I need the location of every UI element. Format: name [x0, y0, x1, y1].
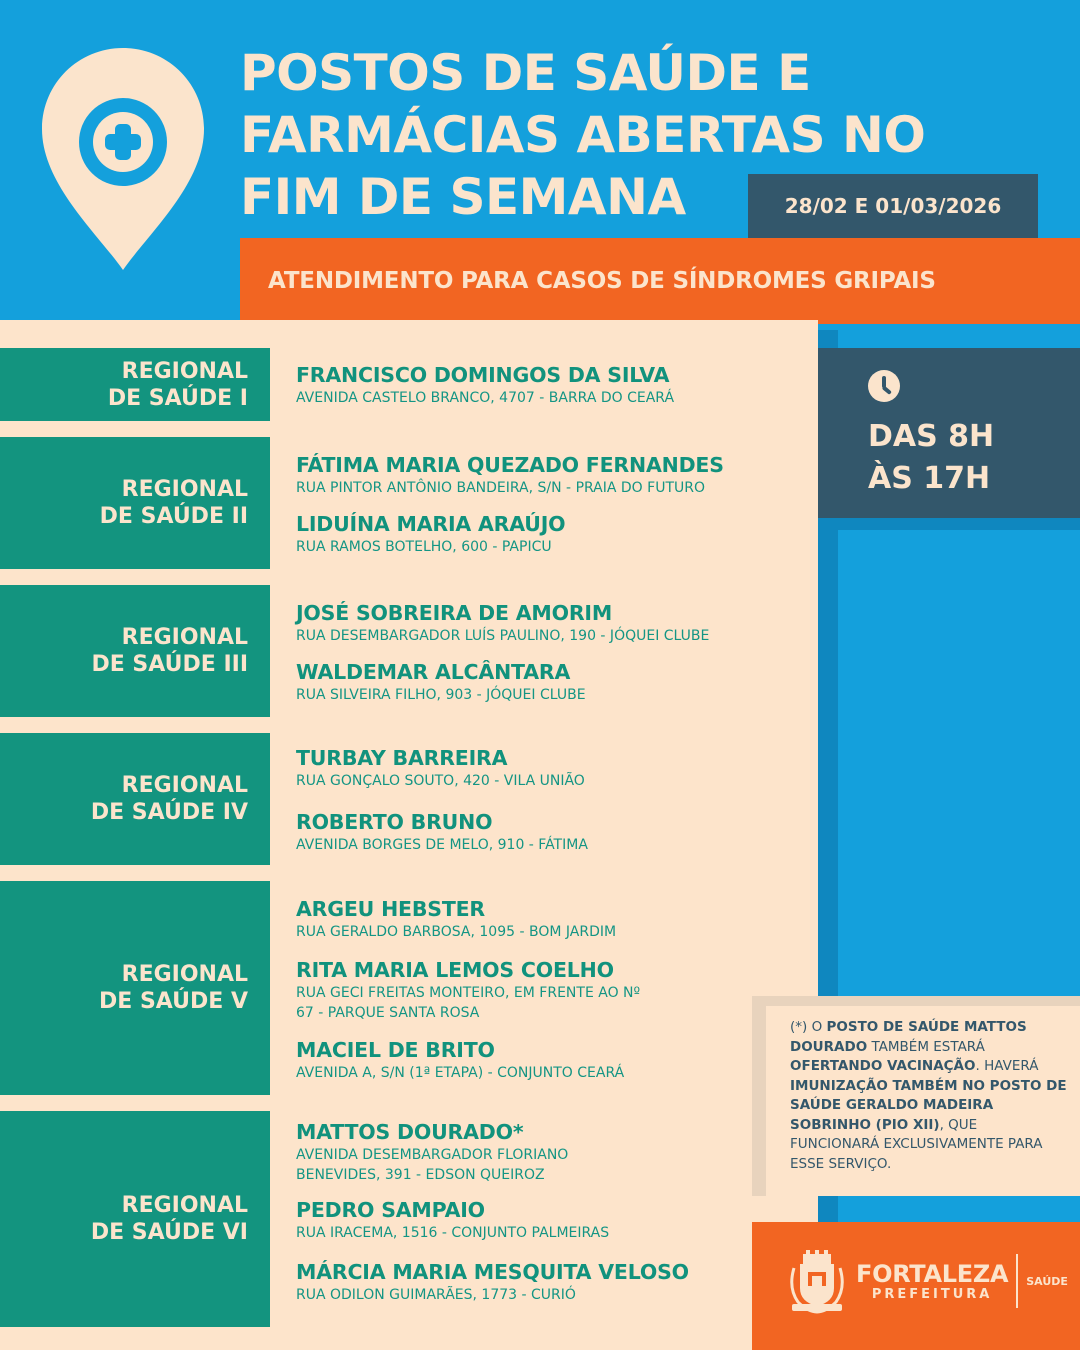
- city-crest-icon: [786, 1248, 848, 1314]
- unit-item: [296, 896, 796, 942]
- unit-address: AVENIDA CASTELO BRANCO, 4707 - BARRA DO CEARÁ: [296, 390, 675, 406]
- unit-name: JOSÉ SOBREIRA DE AMORIM: [296, 601, 613, 625]
- title-line-2: FARMÁCIAS ABERTAS NO: [240, 106, 926, 164]
- unit-address: RUA DESEMBARGADOR LUÍS PAULINO, 190 - JÓQUEI CLUBE: [296, 628, 710, 644]
- footnote: [766, 1006, 1080, 1196]
- brand-sub: PREFEITURA: [871, 1286, 993, 1302]
- unit-item: [296, 362, 796, 408]
- title-line-3: FIM DE SEMANA: [240, 168, 686, 226]
- note-text: . HAVERÁ: [975, 1058, 1039, 1074]
- unit-item: [296, 1037, 796, 1083]
- brand-name: FORTALEZA: [856, 1259, 1009, 1288]
- unit-address: RUA GERALDO BARBOSA, 1095 - BOM JARDIM: [296, 924, 617, 940]
- note-text: , QUE FUNCIONARÁ EXCLUSIVAMENTE PARA ESSE SERVIÇO.: [790, 1116, 1043, 1172]
- note-text: (*) O: [790, 1019, 827, 1035]
- region-label-line: DE SAÚDE III: [91, 652, 248, 677]
- region-label-line: DE SAÚDE II: [99, 504, 248, 529]
- region-label-2: [0, 437, 270, 569]
- unit-address: AVENIDA BORGES DE MELO, 910 - FÁTIMA: [296, 837, 588, 853]
- logo-divider: [1016, 1254, 1018, 1308]
- unit-item: [296, 1197, 796, 1243]
- region-label-1: [0, 348, 270, 421]
- unit-address: RUA GECI FREITAS MONTEIRO, EM FRENTE AO Nº 67 - PARQUE SANTA ROSA: [296, 985, 641, 1021]
- hours-box: [818, 348, 1080, 518]
- unit-name: MATTOS DOURADO*: [296, 1120, 524, 1144]
- brand-text: [856, 1261, 1008, 1302]
- location-pin-plus-icon: [38, 44, 208, 274]
- unit-address: RUA ODILON GUIMARÃES, 1773 - CURIÓ: [296, 1287, 576, 1303]
- unit-address: AVENIDA A, S/N (1ª ETAPA) - CONJUNTO CEARÁ: [296, 1065, 625, 1081]
- region-label-line: DE SAÚDE VI: [90, 1220, 248, 1245]
- unit-item: [296, 1259, 796, 1305]
- region-label-line: DE SAÚDE V: [99, 989, 248, 1014]
- region-label-5: [0, 881, 270, 1095]
- unit-address: AVENIDA DESEMBARGADOR FLORIANO BENEVIDES, 391 - EDSON QUEIROZ: [296, 1147, 569, 1183]
- unit-name: PEDRO SAMPAIO: [296, 1198, 485, 1222]
- note-text: TAMBÉM ESTARÁ: [867, 1038, 985, 1055]
- unit-item: [296, 600, 796, 646]
- unit-item: [296, 957, 646, 1023]
- unit-name: FRANCISCO DOMINGOS DA SILVA: [296, 363, 670, 387]
- unit-name: MÁRCIA MARIA MESQUITA VELOSO: [296, 1260, 689, 1284]
- region-label-line: REGIONAL: [121, 1193, 248, 1218]
- region-label-line: DE SAÚDE IV: [90, 800, 248, 825]
- logo-box: [752, 1222, 1080, 1350]
- unit-name: ROBERTO BRUNO: [296, 810, 493, 834]
- unit-name: MACIEL DE BRITO: [296, 1038, 495, 1062]
- unit-item: [296, 659, 796, 705]
- unit-name: TURBAY BARREIRA: [296, 746, 508, 770]
- unit-name: RITA MARIA LEMOS COELHO: [296, 958, 614, 982]
- region-label-line: REGIONAL: [121, 358, 248, 384]
- region-label-4: [0, 733, 270, 865]
- note-bold: IMUNIZAÇÃO TAMBÉM NO POSTO DE SAÚDE GERALDO MADEIRA SOBRINHO (PIO XII): [790, 1077, 1067, 1133]
- unit-item: [296, 1119, 596, 1185]
- region-label-line: REGIONAL: [121, 773, 248, 798]
- unit-item: [296, 452, 796, 498]
- note-bold: POSTO DE SAÚDE MATTOS DOURADO: [790, 1019, 1027, 1055]
- unit-address: RUA SILVEIRA FILHO, 903 - JÓQUEI CLUBE: [296, 687, 586, 703]
- unit-name: WALDEMAR ALCÂNTARA: [296, 660, 571, 684]
- region-label-6: [0, 1111, 270, 1327]
- unit-address: RUA IRACEMA, 1516 - CONJUNTO PALMEIRAS: [296, 1225, 610, 1241]
- title-line-1: POSTOS DE SAÚDE E: [240, 44, 811, 102]
- unit-item: [296, 809, 796, 855]
- unit-name: FÁTIMA MARIA QUEZADO FERNANDES: [296, 453, 724, 477]
- region-label-line: REGIONAL: [121, 625, 248, 650]
- unit-address: RUA RAMOS BOTELHO, 600 - PAPICU: [296, 539, 552, 555]
- unit-name: ARGEU HEBSTER: [296, 897, 485, 921]
- subtitle-banner: ATENDIMENTO PARA CASOS DE SÍNDROMES GRIPAIS: [240, 238, 1080, 324]
- unit-name: LIDUÍNA MARIA ARAÚJO: [296, 512, 566, 536]
- hours-line-2: ÀS 17H: [868, 461, 991, 496]
- clock-icon: [868, 370, 900, 402]
- unit-item: [296, 745, 796, 791]
- region-label-line: DE SAÚDE I: [107, 385, 248, 411]
- region-label-line: REGIONAL: [121, 477, 248, 502]
- region-label-line: REGIONAL: [121, 962, 248, 987]
- note-bold: OFERTANDO VACINAÇÃO: [790, 1058, 976, 1074]
- prefeitura-logo: [786, 1248, 1068, 1314]
- unit-item: [296, 511, 796, 557]
- region-label-3: [0, 585, 270, 717]
- unit-address: RUA GONÇALO SOUTO, 420 - VILA UNIÃO: [296, 773, 585, 789]
- unit-address: RUA PINTOR ANTÔNIO BANDEIRA, S/N - PRAIA DO FUTURO: [296, 480, 705, 496]
- hours-line-1: DAS 8H: [868, 419, 995, 454]
- dept-label: SAÚDE: [1026, 1274, 1068, 1288]
- date-badge: 28/02 E 01/03/2026: [748, 174, 1038, 238]
